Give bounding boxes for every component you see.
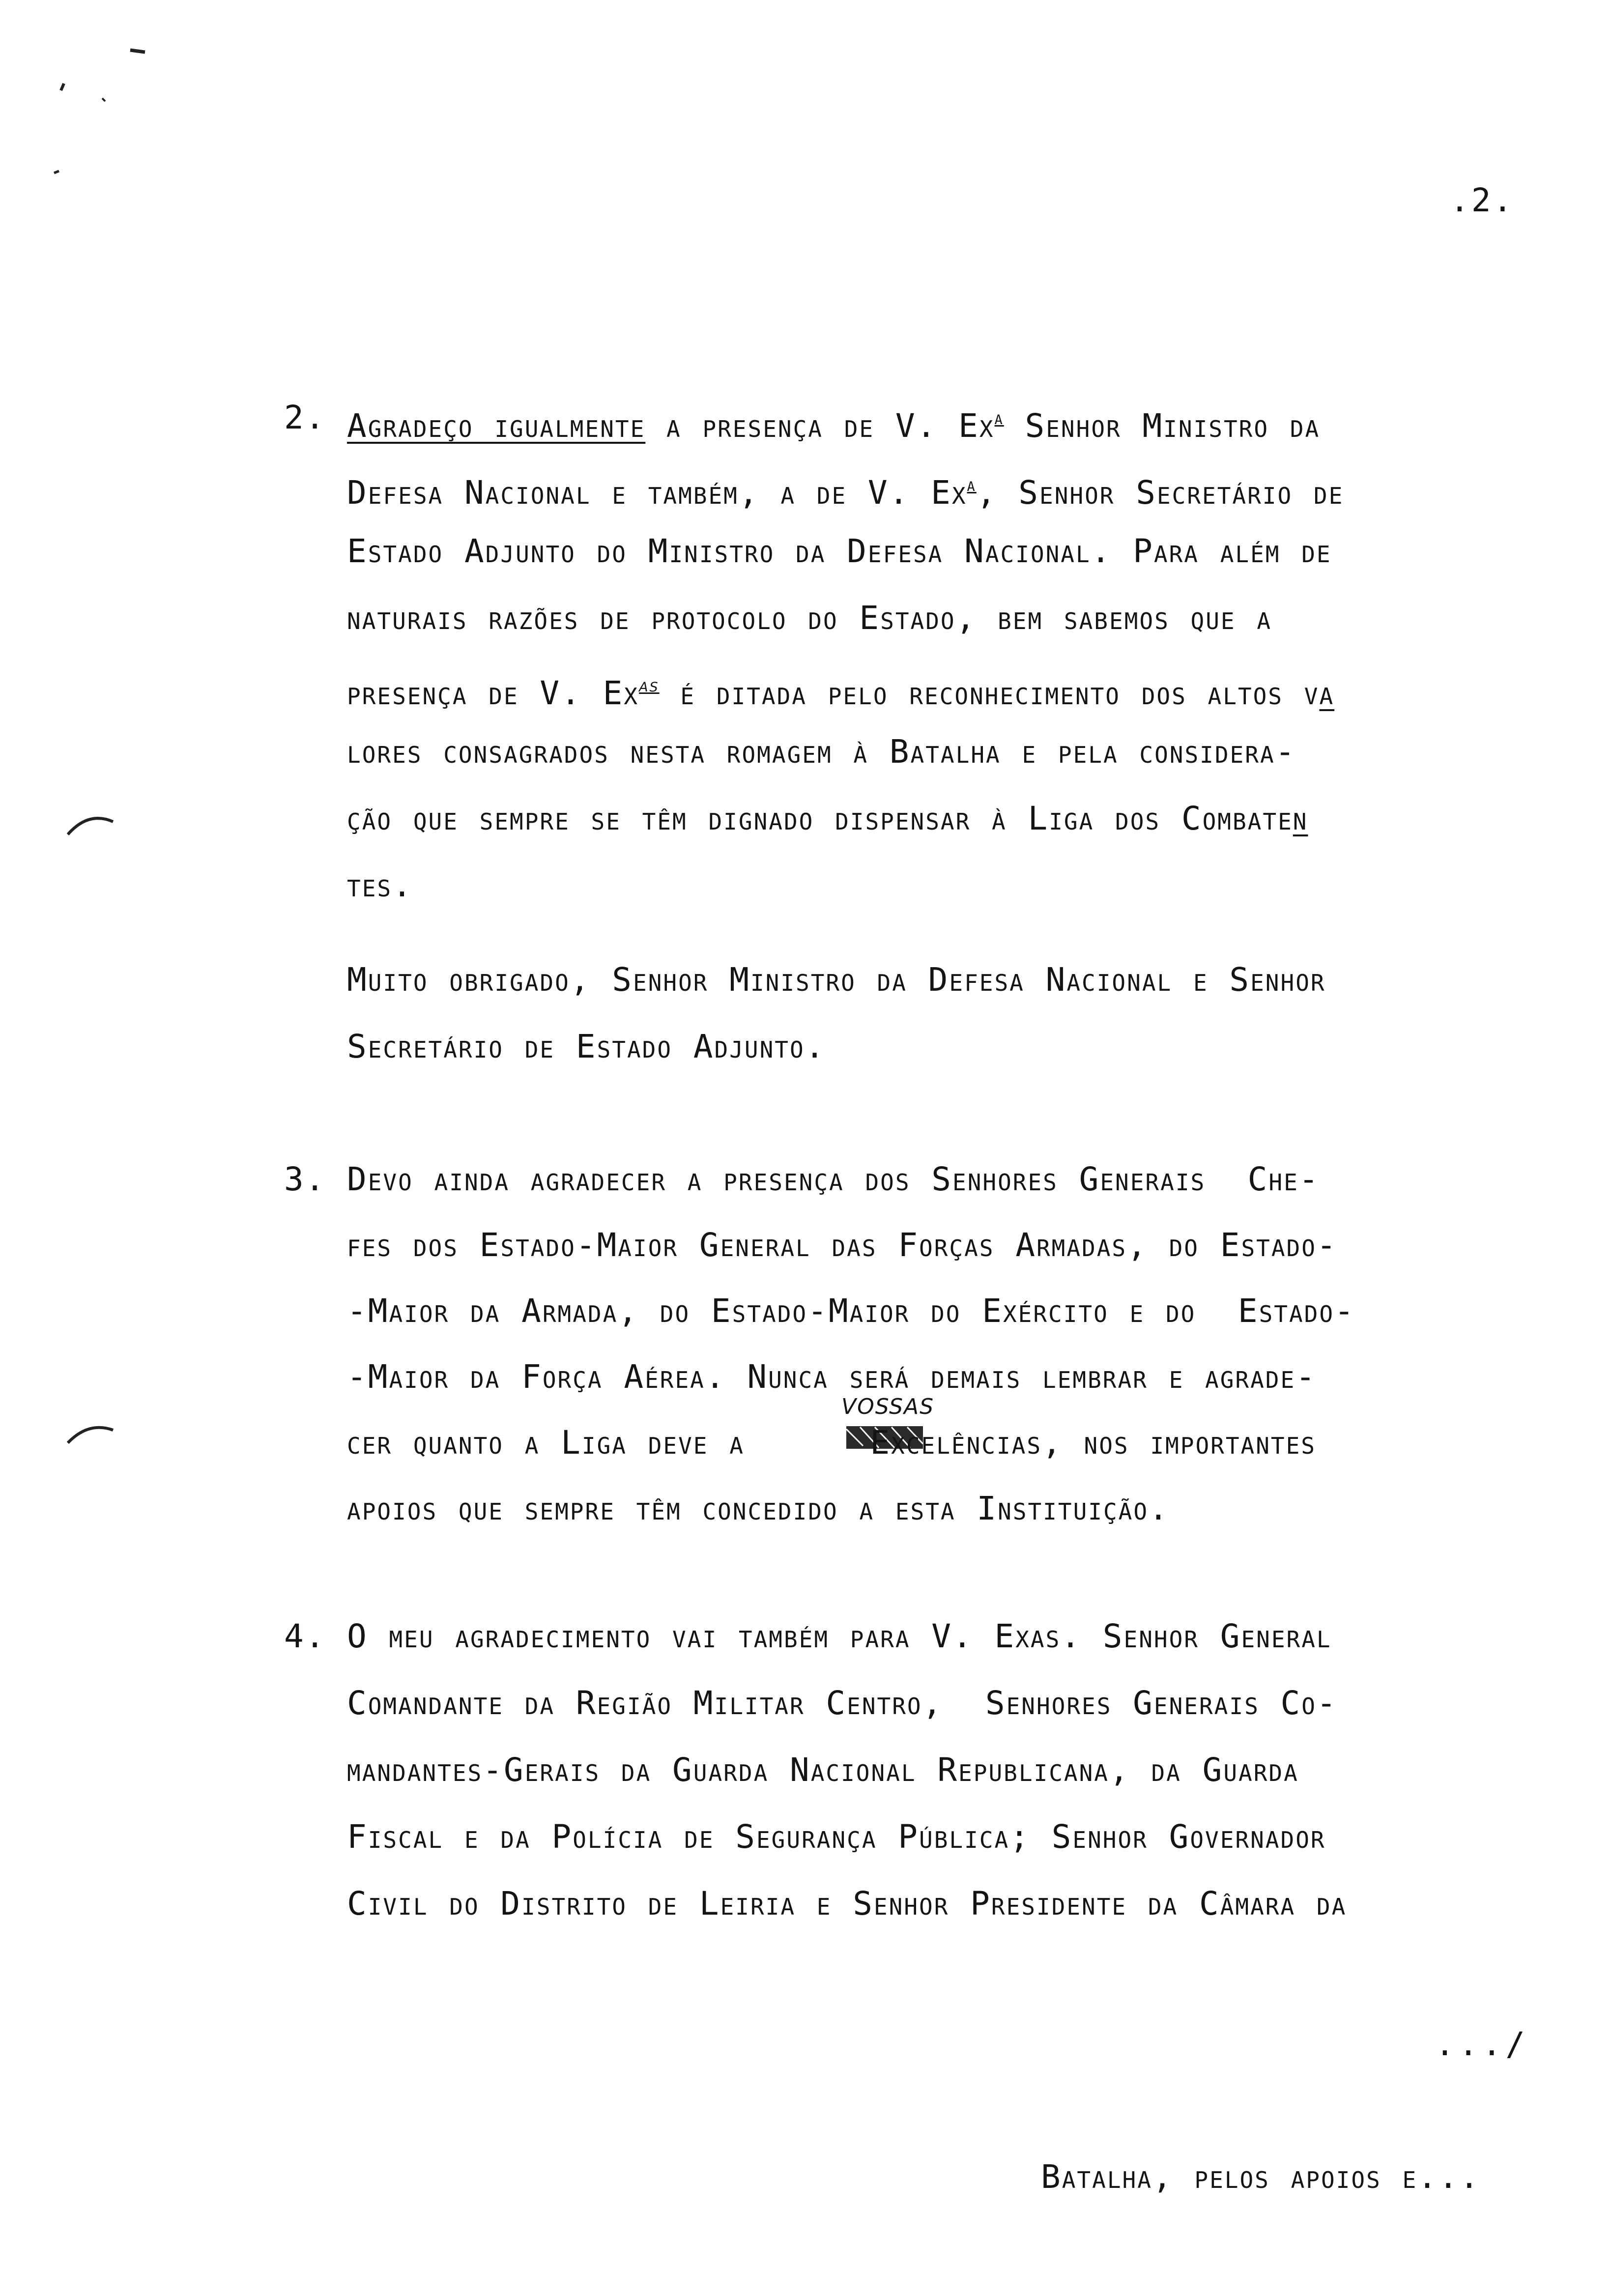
underlined-phrase: Agradeço igualmente [347,407,646,445]
thanks-line-2: Secretário de Estado Adjunto. [347,1028,826,1065]
paragraph-2-line-4: naturais razões de protocolo do Estado, bem sabemos que a [347,599,1272,637]
paragraph-4-line-3: mandantes-Gerais da Guarda Nacional Republicana, da Guarda [347,1751,1299,1789]
paragraph-4-line-1: O meu agradecimento vai também para V. Exas. Senhor General [347,1617,1332,1655]
handwritten-insertion: VOSSAS [841,1394,935,1419]
paragraph-3-line-4: -Maior da Força Aérea. Nunca será demais lembrar e agrade- [347,1358,1317,1396]
paragraph-2-line-6: lores consagrados nesta romagem à Batalha e pela considera- [347,733,1296,771]
paragraph-2-number: 2. [284,399,326,436]
paragraph-4-line-2: Comandante da Região Militar Centro, Senhores Generais Co- [347,1684,1338,1722]
paragraph-3-number: 3. [284,1160,326,1198]
paragraph-3-line-1: Devo ainda agradecer a presença dos Senhores Generais Che- [347,1160,1320,1198]
paragraph-2-line-3: Estado Adjunto do Ministro da Defesa Nacional. Para além de [347,532,1332,570]
paragraph-2-line-7: ção que sempre se têm dignado dispensar à Liga dos Combaten [347,800,1308,837]
paragraph-3-line-6: apoios que sempre têm concedido a esta Instituição. [347,1490,1170,1527]
paragraph-4-number: 4. [284,1617,326,1655]
page-number: .2. [1450,181,1515,219]
paragraph-3-line-2: fes dos Estado-Maior General das Forças Armadas, do Estado- [347,1226,1338,1264]
paragraph-3-line-3: -Maior da Armada, do Estado-Maior do Exército e do Estado- [347,1292,1355,1330]
paragraph-3-line-5: cer quanto a Liga deve a Excelências, nos importantes [347,1424,1316,1462]
margin-arc-2 [64,1415,118,1450]
catchword: Batalha, pelos apoios e... [1041,2158,1481,2196]
continuation-mark: .../ [1435,2025,1529,2063]
margin-arc-1 [64,806,118,840]
paragraph-4-line-5: Civil do Distrito de Leiria e Senhor Presidente da Câmara da [347,1885,1347,1923]
paragraph-4-line-4: Fiscal e da Polícia de Segurança Pública; Senhor Governador [347,1818,1326,1856]
paragraph-2-line-1: Agradeço igualmente a presença de V. Ex$^a$ Senhor Ministro da [347,407,1321,445]
paragraph-2-line-8: tes. [347,866,413,904]
paragraph-2-line-2: Defesa Nacional e também, a de V. Ex$^a$, Senhor Secretário de [347,474,1344,512]
thanks-line-1: Muito obrigado, Senhor Ministro da Defesa Nacional e Senhor [347,961,1326,999]
paragraph-2-line-5: presença de V. $Ex^{as}$ é ditada pelo reconhecimento dos altos va [347,674,1335,712]
stray-marks [39,39,167,197]
